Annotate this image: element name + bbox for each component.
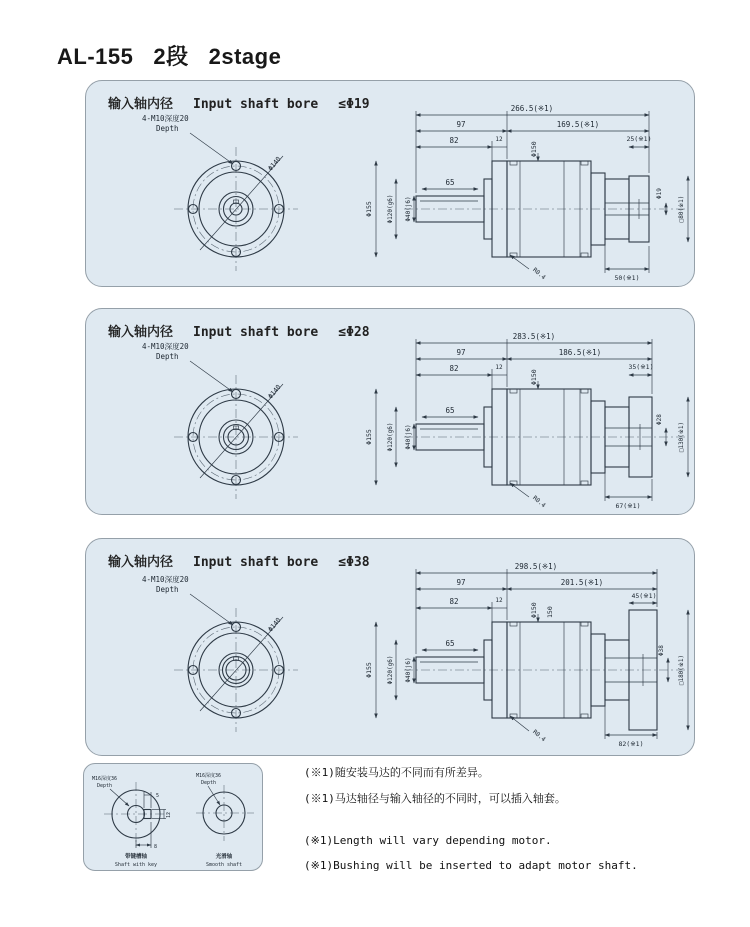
header-bore-max: ≤Φ19 [338,97,370,112]
dim-rear-length: 169.5(※1) [556,120,600,129]
dim-shaft-diameter: Φ40(j6) [405,657,412,683]
dim-total: 298.5(※1) [514,562,558,571]
header-en: Input shaft bore [193,555,319,570]
smooth-shaft-caption-cn: 光滑轴 [215,854,233,860]
drawing-panel-bore28 [85,308,695,515]
dim-fillet: R0.4 [531,266,547,282]
dim-rear-length: 201.5(※1) [560,578,604,587]
dim-bore: Φ38 [658,645,665,656]
dim-rear-ext: 67(※1) [615,502,641,510]
dim-step: 12 [495,364,503,371]
tap-spec-text: M16深度36 [196,773,222,779]
bolt-depth-text: Depth [156,124,179,133]
header-cn: 输入轴内径 [108,325,174,340]
dim-body-circle: Φ150 [530,369,538,385]
front-view-drawing [174,608,298,732]
dim-flange-depth: 45(※1) [631,592,657,600]
side-view-drawing [404,161,686,257]
dim-pilot: Φ120(g6) [387,655,394,685]
dim-shaft-length: 82 [449,597,459,606]
smooth-shaft-drawing [196,772,254,868]
dim-shaft-diameter: Φ40(j6) [405,196,412,222]
dim-front-length: 97 [456,348,466,357]
header-bore-max: ≤Φ28 [338,325,370,340]
dim-body-circle: Φ150 [530,602,538,618]
footnotes [304,766,644,872]
dim-bore: Φ28 [656,414,663,425]
bolt-circle-label: Φ140 [266,155,283,173]
dim-front-length: 97 [456,120,466,129]
bolt-depth-text: Depth [156,585,179,594]
shaft-types-drawing [84,764,264,872]
dim-shaft-length: 82 [449,364,459,373]
bolt-circle-label: Φ140 [266,616,283,634]
dim-pilot: Φ120(g6) [387,194,394,224]
bolt-spec-text: 4-M10深度20 [142,114,189,123]
front-view-drawing [174,375,298,499]
dim-body-circle: Φ150 [530,141,538,157]
front-view-drawing [174,147,298,271]
dim-pilot: Φ120(g6) [387,422,394,452]
tap-depth-text: Depth [201,780,217,786]
stage-en: 2stage [208,44,282,69]
drawing-panel-bore19 [85,80,695,287]
dim-fillet: R0.4 [531,728,547,744]
dim-key-length: 65 [445,178,455,187]
bolt-spec-label [142,574,233,625]
dimensions [365,104,688,282]
dim-fillet: R0.4 [531,494,547,510]
bolt-circle-label: Φ140 [266,383,283,401]
dim-body-od: Φ155 [365,201,373,217]
dim-flange-square: □180(※1) [678,654,685,686]
shaft-with-key-drawing [92,775,172,868]
tap-spec-text: M16深度36 [92,776,118,782]
dimensions [365,562,688,748]
model-name: AL-155 [57,44,134,69]
dim-flange-depth: 25(※1) [626,135,652,143]
shaft-with-key-caption-en: Shaft with key [114,862,158,868]
header-en: Input shaft bore [193,97,319,112]
header-cn: 输入轴内径 [108,97,174,112]
side-view-drawing [404,610,686,730]
dim-bore: Φ19 [656,188,663,199]
panel-drawing [86,539,696,757]
drawing-panel-bore38 [85,538,695,756]
dim-step: 12 [495,597,503,604]
dim-key-offset: 8 [154,844,158,850]
dim-rear-length: 186.5(※1) [558,348,602,357]
dim-step: 12 [495,136,503,143]
bolt-depth-text: Depth [156,352,179,361]
header-bore-max: ≤Φ38 [338,555,370,570]
dim-shaft-length: 82 [449,136,459,145]
shaft-with-key-caption-cn: 带键槽轴 [124,854,148,860]
note-en-1: (※1)Length will vary depending motor. [304,834,552,847]
dim-key-length: 65 [445,639,455,648]
dim-key-length: 65 [445,406,455,415]
header-en: Input shaft bore [193,325,319,340]
bolt-spec-text: 4-M10深度20 [142,575,189,584]
note-cn-2: (※1)马达轴径与输入轴径的不同时，可以插入轴套。 [304,792,566,805]
dim-front-length: 97 [456,578,466,587]
panel-drawing [86,309,696,516]
dim-total: 283.5(※1) [512,332,556,341]
page-title [57,40,301,71]
bolt-spec-label [142,113,233,164]
stage-cn: 2段 [153,44,189,69]
dim-body-od: Φ155 [365,662,373,678]
dim-key-width: 5 [156,793,160,799]
side-view-drawing [404,389,686,485]
header-cn: 输入轴内径 [108,555,174,570]
bolt-spec-label [142,341,233,392]
smooth-shaft-caption-en: Smooth shaft [205,862,243,868]
dim-flange-height: 150 [546,606,554,618]
dim-total: 266.5(※1) [510,104,554,113]
panel-drawing [86,81,696,288]
bolt-spec-text: 4-M10深度20 [142,342,189,351]
dim-flange-square: □80(※1) [678,195,685,223]
dim-rear-ext: 82(※1) [618,740,644,748]
note-cn-1: (※1)随安装马达的不同而有所差异。 [304,766,489,779]
dim-flange-square: □130(※1) [678,421,685,453]
dimensions [365,332,688,510]
dim-body-od: Φ155 [365,429,373,445]
dim-shaft-diameter: Φ40(j6) [405,424,412,450]
note-en-2: (※1)Bushing will be inserted to adapt motor shaft. [304,859,638,872]
tap-depth-text: Depth [97,783,113,789]
dim-flange-depth: 35(※1) [628,363,654,371]
dim-rear-ext: 50(※1) [614,274,640,282]
dim-key-height: 12 [166,811,172,818]
shaft-types-panel [83,763,263,871]
